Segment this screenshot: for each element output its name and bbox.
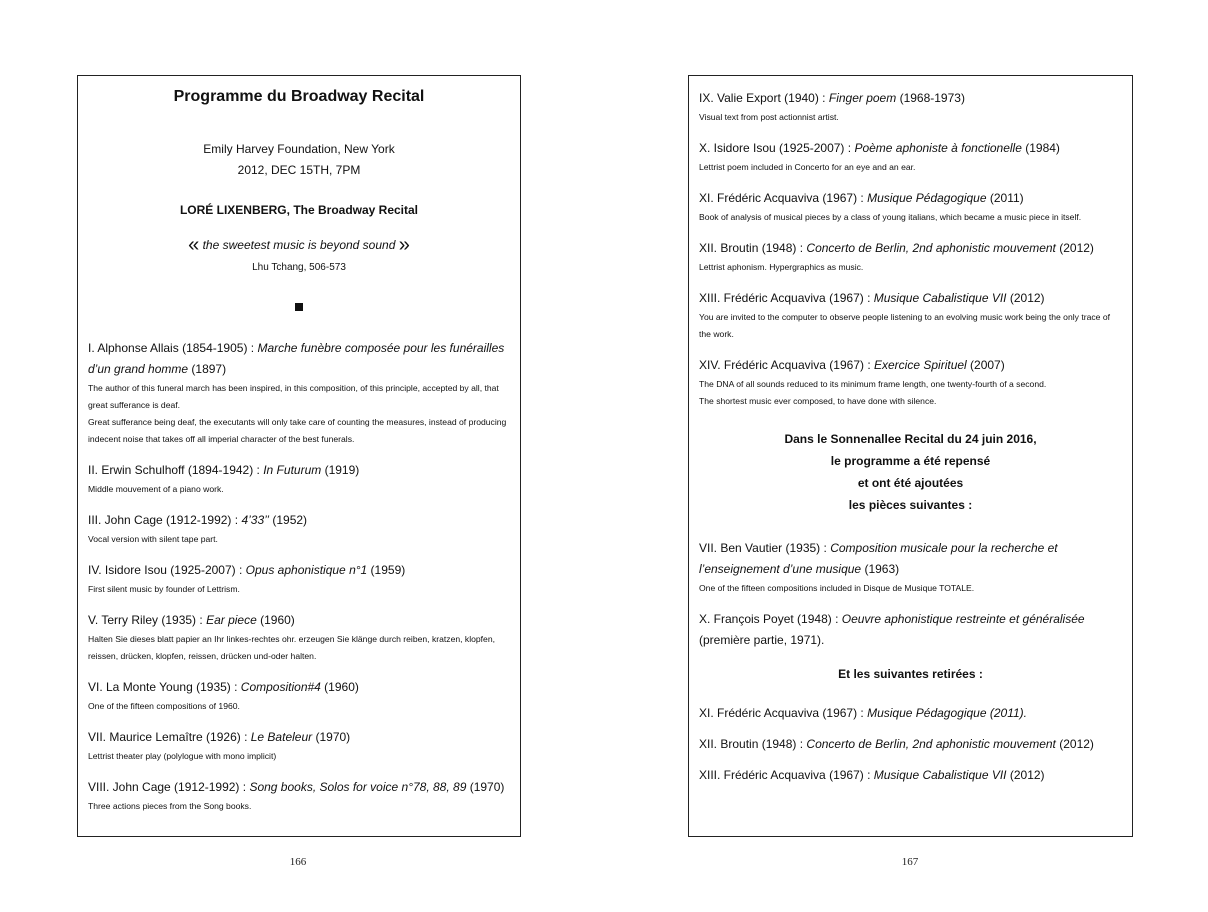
item-year: (1970) [312,730,351,744]
item-description-line: One of the fifteen compositions included in Disque de Musique TOTALE. [699,583,975,593]
item-description-line: First silent music by founder of Lettrism. [88,584,240,594]
item-heading [699,538,1122,580]
item-dates: (1967) : [825,768,874,782]
programme-item [88,510,510,548]
heading-line: et ont été ajoutées [857,476,964,490]
item-description [699,309,1122,343]
page-number-right: 167 [901,856,919,868]
item-year: (1897) [188,362,227,376]
item-description [699,259,1122,276]
item-dates: (1935) : [192,680,241,694]
programme-title: Programme du Broadway Recital [173,88,425,105]
item-heading [699,238,1122,259]
item-work-title: 4’33’’ [241,513,270,527]
item-dates: (1912-1992) : [162,513,242,527]
item-heading [88,510,510,531]
item-composer: I. Alphonse Allais [88,341,179,355]
item-heading [699,734,1122,755]
item-work-title: Finger poem [828,91,897,105]
programme-item [699,734,1122,755]
item-year: (2011) [986,191,1024,205]
item-heading [699,188,1122,209]
item-work-title: Concerto de Berlin, 2nd aphonistic mouvement [806,241,1056,255]
item-year: (1968-1973) [896,91,965,105]
quote-author: Lhu Tchang, 506-573 [252,262,346,273]
item-dates: (1948) : [758,737,807,751]
item-work-title: Le Bateleur [250,730,313,744]
separator-square-icon [295,303,303,311]
item-description-line: Book of analysis of musical pieces by a class of young italians, which became a music piece in itself. [699,212,1082,222]
item-description [88,698,510,715]
item-composer: IV. Isidore Isou [88,563,167,577]
item-description [88,581,510,598]
item-year: (2012) [1006,291,1045,305]
item-dates: (1967) : [825,358,874,372]
item-composer: II. Erwin Schulhoff [88,463,185,477]
programme-item [699,138,1122,176]
item-description-line: Great sufferance being deaf, the executants will only take care of counting the measures, instead of producing indecent noise that takes off all imperial character of the best funerals. [88,417,507,444]
item-description-line: Lettrist aphonism. Hypergraphics as music. [699,262,864,272]
item-description-line: Lettrist theater play (polylogue with mono implicit) [88,751,277,761]
programme-item [88,560,510,598]
item-heading [699,765,1122,786]
item-composer: XIII. Frédéric Acquaviva [699,768,826,782]
item-heading [699,288,1122,309]
heading-line: le programme a été repensé [830,454,991,468]
item-dates: (1854-1905) : [178,341,258,355]
item-dates: (1926) : [202,730,251,744]
item-work-title: Song books, Solos for voice n°78, 88, 89 [249,780,467,794]
item-work-title: Composition#4 [240,680,321,694]
item-heading [88,677,510,698]
programme-item [88,338,510,448]
item-composer: XIV. Frédéric Acquaviva [699,358,826,372]
item-description-line: You are invited to the computer to observe people listening to an evolving music work being the only trace of the work. [699,312,1110,339]
item-description [699,580,1122,597]
item-description-line: Three actions pieces from the Song books. [88,801,252,811]
item-description-line: The DNA of all sounds reduced to its minimum frame length, one twenty-fourth of a second. [699,379,1047,389]
programme-item [699,703,1122,724]
page-number-left: 166 [289,856,307,868]
item-dates: (1935) : [158,613,207,627]
item-year: (1984) [1021,141,1060,155]
item-year: (première partie, 1971). [699,633,825,647]
item-work-title: Composition musicale pour la recherche et l’enseignement d’une musique [699,541,1058,576]
item-work-title: Exercice Spirituel [874,358,967,372]
item-composer: VII. Maurice Lemaître [88,730,203,744]
item-description [88,748,510,765]
item-year: (1970) [466,780,505,794]
venue: Emily Harvey Foundation, New York [203,142,395,156]
artist-line: LORÉ LIXENBERG, The Broadway Recital [179,203,419,217]
removed-pieces-list [699,703,1122,786]
event-date: 2012, DEC 15TH, 7PM [237,163,361,177]
item-year: (2007) [966,358,1005,372]
item-composer: IX. Valie Export [699,91,781,105]
item-dates: (1967) : [819,706,868,720]
item-year: (2012) [1055,737,1094,751]
item-year: (1959) [367,563,406,577]
item-composer: V. Terry Riley [88,613,159,627]
item-description [88,531,510,548]
item-dates: (1940) : [780,91,829,105]
item-year: (1952) [269,513,308,527]
programme-list-right [699,88,1122,796]
item-description [88,481,510,498]
programme-item [88,460,510,498]
heading-line: les pièces suivantes : [848,498,973,512]
item-description-line: The shortest music ever composed, to have done with silence. [699,396,937,406]
programme-item [699,88,1122,126]
item-composer: VIII. John Cage [88,780,171,794]
programme-item [699,765,1122,786]
item-work-title: Concerto de Berlin, 2nd aphonistic mouvement [806,737,1056,751]
item-work-title: Musique Cabalistique VII [873,291,1007,305]
item-heading [88,727,510,748]
programme-item [88,610,510,665]
item-composer: X. François Poyet [699,612,794,626]
programme-item [699,609,1122,651]
left-page [77,75,521,837]
item-description [699,376,1122,410]
item-dates: (1948) : [793,612,842,626]
item-year: (1960) [256,613,295,627]
item-description [88,631,510,665]
item-description [88,798,510,815]
programme-item [88,677,510,715]
item-composer: X. Isidore Isou [699,141,776,155]
item-description [699,109,1122,126]
programme-item [699,288,1122,343]
item-description-line: Vocal version with silent tape part. [88,534,218,544]
item-work-title: Musique Pédagogique (2011). [867,706,1027,720]
item-dates: (1967) : [825,291,874,305]
item-description-line: Visual text from post actionnist artist. [699,112,839,122]
item-work-title: Musique Cabalistique VII [873,768,1007,782]
item-composer: III. John Cage [88,513,163,527]
item-heading [88,460,510,481]
programme-item [699,238,1122,276]
item-year: (1919) [321,463,360,477]
right-page [688,75,1133,837]
item-heading [88,338,510,380]
item-work-title: Oeuvre aphonistique restreinte et généralisée [841,612,1085,626]
item-description-line: The author of this funeral march has been inspired, in this composition, of this principle, accepted by all, that great sufferance is deaf. [88,383,499,410]
programme-item [699,538,1122,597]
item-heading [699,609,1122,651]
item-heading [699,703,1122,724]
item-dates: (1912-1992) : [170,780,250,794]
item-heading [699,138,1122,159]
item-description [88,380,510,448]
added-pieces-list [699,538,1122,651]
item-work-title: Poème aphoniste à fonctionelle [854,141,1022,155]
item-description-line: Lettrist poem included in Concerto for an eye and an ear. [699,162,916,172]
item-work-title: In Futurum [263,463,322,477]
item-composer: VI. La Monte Young [88,680,193,694]
item-heading [88,560,510,581]
item-year: (1963) [861,562,900,576]
programme-items-continued [699,88,1122,410]
item-heading [88,777,510,798]
removed-pieces-title: Et les suivantes retirées : [838,667,983,681]
heading-line: Dans le Sonnenallee Recital du 24 juin 2016, [784,432,1037,446]
programme-item [88,727,510,765]
item-work-title: Opus aphonistique n°1 [245,563,368,577]
item-heading [699,88,1122,109]
item-description-line: Middle mouvement of a piano work. [88,484,224,494]
programme-item [699,188,1122,226]
programme-item [88,777,510,815]
item-composer: XI. Frédéric Acquaviva [699,191,820,205]
item-description-line: Halten Sie dieses blatt papier an Ihr linkes-rechtes ohr. erzeugen Sie klänge durch reiben, kratzen, klopfen, reissen, drücken, klopfen, reissen, drücken und-oder halten. [88,634,496,661]
item-work-title: Musique Pédagogique [867,191,987,205]
item-composer: VII. Ben Vautier [699,541,783,555]
item-year: (2012) [1006,768,1045,782]
item-description [699,159,1122,176]
epigraph-quote [78,234,520,257]
item-description [699,209,1122,226]
sonnenallee-heading [699,428,1122,516]
item-dates: (1967) : [819,191,868,205]
item-composer: XIII. Frédéric Acquaviva [699,291,826,305]
quote-text: the sweetest music is beyond sound [199,238,399,252]
item-year: (2012) [1055,241,1094,255]
quote-open-mark: « [188,234,200,256]
programme-item [699,355,1122,410]
item-year: (1960) [320,680,359,694]
programme-list-left [88,338,510,827]
item-dates: (1894-1942) : [184,463,264,477]
item-composer: XII. Broutin [699,737,759,751]
item-composer: XI. Frédéric Acquaviva [699,706,820,720]
item-dates: (1925-2007) : [775,141,855,155]
venue-block [78,139,520,181]
item-dates: (1925-2007) : [166,563,246,577]
item-description-line: One of the fifteen compositions of 1960. [88,701,240,711]
item-heading [699,355,1122,376]
item-dates: (1948) : [758,241,807,255]
item-dates: (1935) : [782,541,831,555]
item-work-title: Marche funèbre composée pour les funérailles d’un grand homme [88,341,505,376]
item-composer: XII. Broutin [699,241,759,255]
quote-close-mark: » [398,234,410,256]
item-work-title: Ear piece [206,613,257,627]
item-heading [88,610,510,631]
